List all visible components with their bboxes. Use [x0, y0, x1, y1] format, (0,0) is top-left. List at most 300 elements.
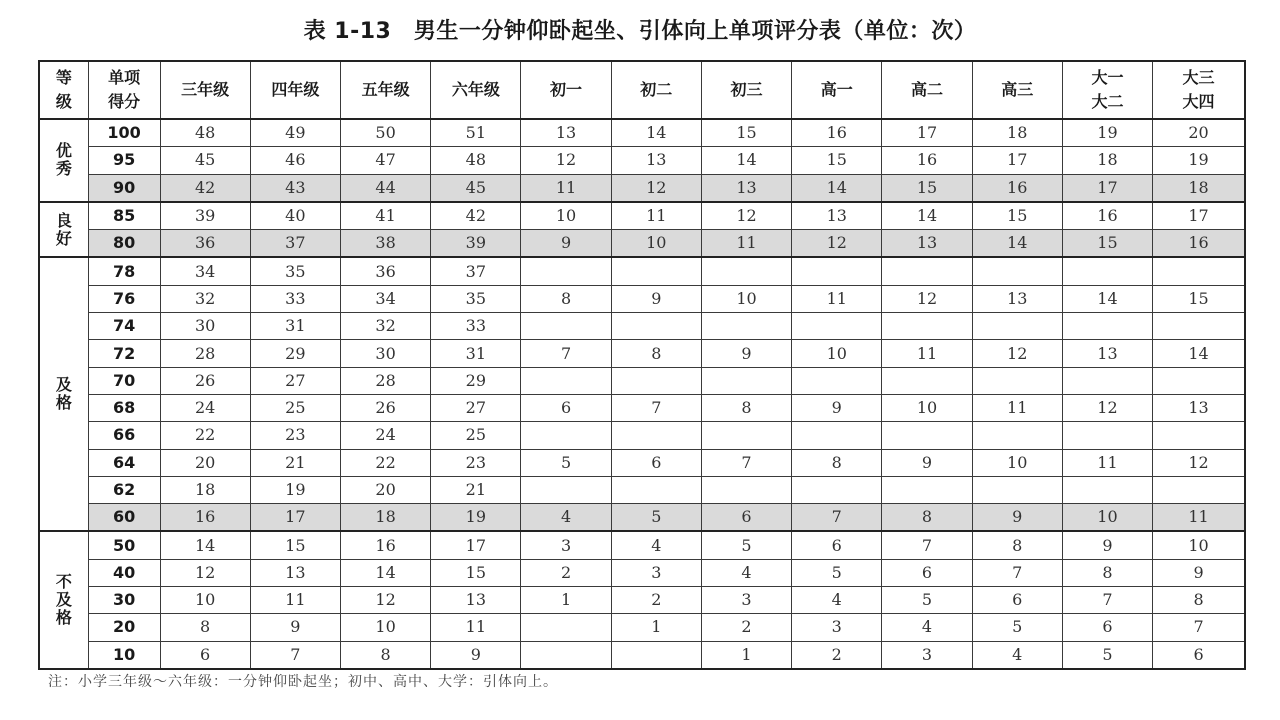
table-row [39, 449, 1245, 476]
header-row [39, 61, 1245, 119]
value-cell [1062, 313, 1152, 340]
value-cell [701, 422, 791, 449]
table-row [39, 285, 1245, 312]
value-cell: 27 [250, 367, 340, 394]
score-cell: 72 [88, 340, 160, 367]
table-row [39, 174, 1245, 202]
value-cell: 20 [340, 476, 430, 503]
value-cell: 12 [882, 285, 972, 312]
score-cell: 64 [88, 449, 160, 476]
value-cell: 13 [792, 202, 882, 230]
column-header: 五年级 [340, 61, 430, 119]
table-row [39, 559, 1245, 586]
value-cell: 29 [250, 340, 340, 367]
value-cell [611, 313, 701, 340]
value-cell: 6 [611, 449, 701, 476]
value-cell: 11 [521, 174, 611, 202]
value-cell: 7 [250, 641, 340, 669]
value-cell: 51 [431, 119, 521, 147]
value-cell: 8 [972, 531, 1062, 559]
value-cell: 35 [250, 257, 340, 285]
value-cell: 12 [701, 202, 791, 230]
value-cell [701, 313, 791, 340]
score-cell: 85 [88, 202, 160, 230]
value-cell: 15 [1062, 230, 1152, 258]
value-cell: 9 [972, 504, 1062, 532]
value-cell: 9 [882, 449, 972, 476]
level-label: 优 秀 [39, 119, 88, 202]
table-row [39, 147, 1245, 174]
value-cell: 48 [160, 119, 250, 147]
value-cell: 12 [611, 174, 701, 202]
value-cell: 23 [431, 449, 521, 476]
level-label: 及 格 [39, 257, 88, 531]
value-cell: 39 [160, 202, 250, 230]
value-cell: 4 [972, 641, 1062, 669]
value-cell [521, 313, 611, 340]
table-row [39, 641, 1245, 669]
value-cell: 34 [160, 257, 250, 285]
score-cell: 74 [88, 313, 160, 340]
value-cell: 22 [340, 449, 430, 476]
value-cell: 19 [1062, 119, 1152, 147]
value-cell: 15 [250, 531, 340, 559]
column-header: 三年级 [160, 61, 250, 119]
value-cell [882, 422, 972, 449]
value-cell: 19 [431, 504, 521, 532]
value-cell: 31 [250, 313, 340, 340]
value-cell [521, 476, 611, 503]
value-cell: 28 [160, 340, 250, 367]
value-cell: 9 [250, 614, 340, 641]
value-cell: 8 [1153, 587, 1245, 614]
value-cell [882, 257, 972, 285]
value-cell: 5 [1062, 641, 1152, 669]
table-row [39, 340, 1245, 367]
value-cell: 30 [160, 313, 250, 340]
table-body [39, 119, 1245, 669]
value-cell: 10 [160, 587, 250, 614]
value-cell: 6 [972, 587, 1062, 614]
value-cell: 8 [160, 614, 250, 641]
value-cell: 16 [972, 174, 1062, 202]
score-cell: 76 [88, 285, 160, 312]
value-cell: 12 [160, 559, 250, 586]
value-cell [701, 367, 791, 394]
score-cell: 30 [88, 587, 160, 614]
value-cell: 25 [250, 394, 340, 421]
value-cell: 10 [972, 449, 1062, 476]
value-cell [792, 367, 882, 394]
value-cell: 6 [160, 641, 250, 669]
value-cell: 8 [340, 641, 430, 669]
value-cell: 14 [701, 147, 791, 174]
scoring-table [38, 60, 1246, 670]
score-cell: 100 [88, 119, 160, 147]
value-cell: 3 [521, 531, 611, 559]
value-cell: 12 [1062, 394, 1152, 421]
table-row [39, 504, 1245, 532]
value-cell: 3 [882, 641, 972, 669]
value-cell: 25 [431, 422, 521, 449]
value-cell: 2 [701, 614, 791, 641]
value-cell: 13 [250, 559, 340, 586]
value-cell: 44 [340, 174, 430, 202]
value-cell: 11 [1062, 449, 1152, 476]
value-cell: 9 [1153, 559, 1245, 586]
column-header: 大三 大四 [1153, 61, 1245, 119]
value-cell [611, 641, 701, 669]
value-cell: 13 [611, 147, 701, 174]
value-cell: 17 [1062, 174, 1152, 202]
value-cell: 19 [250, 476, 340, 503]
value-cell [611, 422, 701, 449]
value-cell: 3 [611, 559, 701, 586]
value-cell: 48 [431, 147, 521, 174]
value-cell [1062, 367, 1152, 394]
value-cell: 16 [882, 147, 972, 174]
score-cell: 95 [88, 147, 160, 174]
value-cell: 5 [972, 614, 1062, 641]
value-cell: 17 [431, 531, 521, 559]
value-cell: 26 [160, 367, 250, 394]
value-cell: 37 [250, 230, 340, 258]
value-cell [1153, 476, 1245, 503]
value-cell: 32 [340, 313, 430, 340]
score-cell: 78 [88, 257, 160, 285]
value-cell: 11 [972, 394, 1062, 421]
value-cell [611, 367, 701, 394]
value-cell: 11 [882, 340, 972, 367]
value-cell: 3 [701, 587, 791, 614]
value-cell: 46 [250, 147, 340, 174]
value-cell: 28 [340, 367, 430, 394]
value-cell: 1 [521, 587, 611, 614]
value-cell: 40 [250, 202, 340, 230]
value-cell: 14 [160, 531, 250, 559]
value-cell: 13 [972, 285, 1062, 312]
value-cell: 17 [1153, 202, 1245, 230]
value-cell: 10 [521, 202, 611, 230]
value-cell: 13 [1062, 340, 1152, 367]
value-cell: 16 [1062, 202, 1152, 230]
value-cell: 11 [431, 614, 521, 641]
value-cell: 11 [1153, 504, 1245, 532]
value-cell: 6 [792, 531, 882, 559]
value-cell [701, 476, 791, 503]
value-cell: 13 [701, 174, 791, 202]
value-cell [972, 367, 1062, 394]
value-cell: 6 [882, 559, 972, 586]
value-cell: 10 [701, 285, 791, 312]
table-row [39, 422, 1245, 449]
score-cell: 10 [88, 641, 160, 669]
value-cell: 15 [882, 174, 972, 202]
value-cell: 14 [1062, 285, 1152, 312]
value-cell: 9 [701, 340, 791, 367]
value-cell: 1 [611, 614, 701, 641]
value-cell [882, 476, 972, 503]
value-cell: 30 [340, 340, 430, 367]
value-cell [972, 476, 1062, 503]
table-header [39, 61, 1245, 119]
value-cell: 17 [972, 147, 1062, 174]
footnote: 注：小学三年级～六年级：一分钟仰卧起坐；初中、高中、大学：引体向上。 [48, 674, 558, 690]
column-header: 高二 [882, 61, 972, 119]
table-row [39, 614, 1245, 641]
table-row [39, 313, 1245, 340]
value-cell: 4 [521, 504, 611, 532]
value-cell: 5 [611, 504, 701, 532]
value-cell: 42 [431, 202, 521, 230]
value-cell: 2 [521, 559, 611, 586]
value-cell [1062, 476, 1152, 503]
column-header: 初二 [611, 61, 701, 119]
value-cell: 22 [160, 422, 250, 449]
value-cell: 45 [160, 147, 250, 174]
value-cell: 1 [701, 641, 791, 669]
value-cell: 14 [611, 119, 701, 147]
value-cell: 16 [792, 119, 882, 147]
value-cell [611, 257, 701, 285]
level-label: 不 及 格 [39, 531, 88, 668]
value-cell: 13 [1153, 394, 1245, 421]
value-cell [1153, 367, 1245, 394]
value-cell: 5 [792, 559, 882, 586]
value-cell [882, 367, 972, 394]
score-cell: 40 [88, 559, 160, 586]
value-cell: 7 [882, 531, 972, 559]
value-cell: 10 [882, 394, 972, 421]
value-cell [1062, 422, 1152, 449]
value-cell: 21 [431, 476, 521, 503]
table-row [39, 202, 1245, 230]
value-cell: 49 [250, 119, 340, 147]
value-cell: 6 [1062, 614, 1152, 641]
value-cell: 11 [701, 230, 791, 258]
value-cell: 18 [340, 504, 430, 532]
value-cell: 33 [431, 313, 521, 340]
value-cell: 8 [792, 449, 882, 476]
value-cell: 18 [972, 119, 1062, 147]
column-header: 高一 [792, 61, 882, 119]
score-cell: 20 [88, 614, 160, 641]
value-cell [701, 257, 791, 285]
value-cell: 32 [160, 285, 250, 312]
value-cell [972, 422, 1062, 449]
value-cell: 12 [521, 147, 611, 174]
column-header: 大一 大二 [1062, 61, 1152, 119]
column-header: 等 级 [39, 61, 88, 119]
value-cell: 7 [521, 340, 611, 367]
value-cell: 18 [1062, 147, 1152, 174]
value-cell: 23 [250, 422, 340, 449]
value-cell: 14 [792, 174, 882, 202]
value-cell: 16 [1153, 230, 1245, 258]
value-cell: 6 [1153, 641, 1245, 669]
score-cell: 80 [88, 230, 160, 258]
table-row [39, 119, 1245, 147]
value-cell [972, 257, 1062, 285]
value-cell [1153, 422, 1245, 449]
column-header: 高三 [972, 61, 1062, 119]
value-cell: 26 [340, 394, 430, 421]
value-cell: 18 [160, 476, 250, 503]
value-cell: 8 [1062, 559, 1152, 586]
value-cell: 5 [521, 449, 611, 476]
value-cell: 6 [701, 504, 791, 532]
score-cell: 60 [88, 504, 160, 532]
table-row [39, 476, 1245, 503]
value-cell [972, 313, 1062, 340]
value-cell: 3 [792, 614, 882, 641]
table-row [39, 257, 1245, 285]
value-cell: 7 [1062, 587, 1152, 614]
value-cell: 11 [250, 587, 340, 614]
value-cell: 43 [250, 174, 340, 202]
value-cell: 31 [431, 340, 521, 367]
value-cell: 13 [431, 587, 521, 614]
value-cell [882, 313, 972, 340]
value-cell: 4 [611, 531, 701, 559]
value-cell [521, 614, 611, 641]
table-row [39, 531, 1245, 559]
table-row [39, 230, 1245, 258]
value-cell [1153, 257, 1245, 285]
value-cell: 45 [431, 174, 521, 202]
column-header: 初三 [701, 61, 791, 119]
value-cell: 37 [431, 257, 521, 285]
value-cell: 13 [521, 119, 611, 147]
value-cell: 33 [250, 285, 340, 312]
value-cell: 10 [1062, 504, 1152, 532]
value-cell: 14 [340, 559, 430, 586]
value-cell: 15 [972, 202, 1062, 230]
score-cell: 66 [88, 422, 160, 449]
value-cell: 5 [701, 531, 791, 559]
score-cell: 90 [88, 174, 160, 202]
value-cell: 36 [160, 230, 250, 258]
value-cell: 15 [431, 559, 521, 586]
table-title: 表 1-13 男生一分钟仰卧起坐、引体向上单项评分表（单位：次） [303, 19, 977, 44]
value-cell: 7 [701, 449, 791, 476]
value-cell [521, 641, 611, 669]
score-cell: 50 [88, 531, 160, 559]
value-cell: 8 [882, 504, 972, 532]
value-cell: 35 [431, 285, 521, 312]
value-cell: 4 [792, 587, 882, 614]
value-cell: 7 [611, 394, 701, 421]
value-cell: 29 [431, 367, 521, 394]
value-cell: 9 [1062, 531, 1152, 559]
value-cell: 27 [431, 394, 521, 421]
score-cell: 62 [88, 476, 160, 503]
value-cell: 2 [792, 641, 882, 669]
value-cell: 11 [792, 285, 882, 312]
value-cell [521, 422, 611, 449]
value-cell: 14 [1153, 340, 1245, 367]
value-cell: 21 [250, 449, 340, 476]
value-cell: 9 [792, 394, 882, 421]
value-cell: 10 [340, 614, 430, 641]
value-cell: 14 [882, 202, 972, 230]
value-cell: 12 [340, 587, 430, 614]
value-cell: 41 [340, 202, 430, 230]
value-cell: 12 [972, 340, 1062, 367]
value-cell: 8 [701, 394, 791, 421]
value-cell: 9 [521, 230, 611, 258]
value-cell: 8 [611, 340, 701, 367]
table-row [39, 367, 1245, 394]
value-cell: 2 [611, 587, 701, 614]
value-cell: 8 [521, 285, 611, 312]
value-cell [792, 422, 882, 449]
value-cell: 12 [792, 230, 882, 258]
value-cell: 38 [340, 230, 430, 258]
value-cell: 19 [1153, 147, 1245, 174]
value-cell: 24 [340, 422, 430, 449]
value-cell: 15 [792, 147, 882, 174]
value-cell [1153, 313, 1245, 340]
value-cell: 9 [611, 285, 701, 312]
value-cell: 50 [340, 119, 430, 147]
value-cell: 39 [431, 230, 521, 258]
value-cell [792, 257, 882, 285]
value-cell: 24 [160, 394, 250, 421]
value-cell: 15 [701, 119, 791, 147]
value-cell: 20 [160, 449, 250, 476]
value-cell: 7 [972, 559, 1062, 586]
table-row [39, 394, 1245, 421]
value-cell: 42 [160, 174, 250, 202]
value-cell: 16 [340, 531, 430, 559]
value-cell: 20 [1153, 119, 1245, 147]
value-cell [1062, 257, 1152, 285]
value-cell: 47 [340, 147, 430, 174]
value-cell: 11 [611, 202, 701, 230]
column-header: 单项 得分 [88, 61, 160, 119]
value-cell: 5 [882, 587, 972, 614]
value-cell: 7 [1153, 614, 1245, 641]
value-cell: 17 [882, 119, 972, 147]
value-cell: 10 [1153, 531, 1245, 559]
value-cell: 4 [701, 559, 791, 586]
value-cell: 18 [1153, 174, 1245, 202]
value-cell: 16 [160, 504, 250, 532]
column-header: 六年级 [431, 61, 521, 119]
table-row [39, 587, 1245, 614]
value-cell: 15 [1153, 285, 1245, 312]
value-cell: 12 [1153, 449, 1245, 476]
value-cell: 13 [882, 230, 972, 258]
value-cell: 10 [611, 230, 701, 258]
score-cell: 68 [88, 394, 160, 421]
level-label: 良 好 [39, 202, 88, 258]
value-cell: 4 [882, 614, 972, 641]
score-cell: 70 [88, 367, 160, 394]
value-cell [521, 257, 611, 285]
column-header: 初一 [521, 61, 611, 119]
value-cell: 34 [340, 285, 430, 312]
value-cell [521, 367, 611, 394]
value-cell: 7 [792, 504, 882, 532]
value-cell: 10 [792, 340, 882, 367]
value-cell: 14 [972, 230, 1062, 258]
value-cell [792, 476, 882, 503]
value-cell: 6 [521, 394, 611, 421]
value-cell [792, 313, 882, 340]
value-cell [611, 476, 701, 503]
